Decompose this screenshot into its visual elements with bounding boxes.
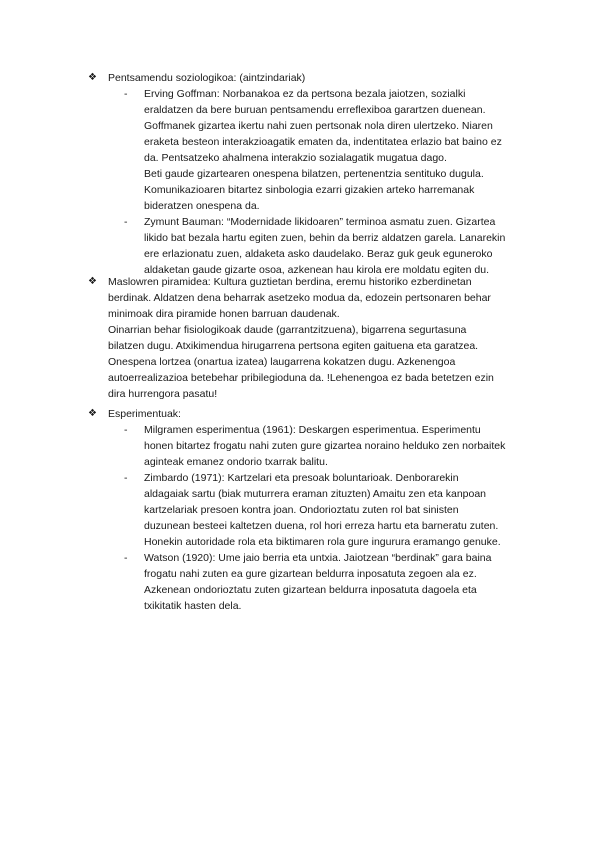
text-line: minimoak dira piramide honen barruan daudenak. xyxy=(108,308,340,320)
list-item-text xyxy=(144,550,491,614)
text-line: txikitatik hasten dela. xyxy=(144,600,242,612)
section-esperimentuak xyxy=(88,406,538,614)
text-line: Azkenean ondorioztatu zuten gizartean beldurra inposatuta dagoela eta xyxy=(144,584,477,596)
text-line: Erving Goffman: Norbanakoa ez da pertsona bezala jaiotzen, sozialki xyxy=(144,88,466,100)
text-line: ere erlazionatu zuen, aldaketa asko daudelako. Beraz guk geuk eguneroko xyxy=(144,248,493,260)
list-item-text xyxy=(144,86,502,214)
text-line: autoerrealizazioa betebehar pribilegioduna da. !Lehenengoa ez bada betetzen ezin xyxy=(108,372,494,384)
text-line: eraldatzen da bere buruan pentsamendu erreflexiboa garartzen duenean. xyxy=(144,104,486,116)
list-item-bauman xyxy=(124,214,538,278)
diamond-bullet-icon: ❖ xyxy=(88,408,97,419)
text-line: aldaketan gaude gizarte osoa, azkenean hau kirola ere moldatu egiten du. xyxy=(144,264,489,276)
section-heading-row xyxy=(88,70,538,86)
text-line: frogatu nahi zuten ea gure gizartean beldurra inposatuta zegoen ala ez. xyxy=(144,568,477,580)
section-paragraph-row xyxy=(88,274,538,402)
text-line: likido bat bezala hartu egiten zuen, behin da berriz aldatzen garela. Lanarekin xyxy=(144,232,506,244)
text-line: Honekin autoridade rola eta biktimaren rola gure ingurura eramango genuke. xyxy=(144,536,501,548)
text-line: bideratzen onespena da. xyxy=(144,200,260,212)
text-line: berdinak. Aldatzen dena beharrak asetzeko modua da, edozein pertsonaren behar xyxy=(108,292,491,304)
text-line: Onespena lortzea (onartua izatea) laugarrena kokatzen dugu. Azkenengoa xyxy=(108,356,456,368)
dash-marker: - xyxy=(124,424,128,436)
section-paragraph xyxy=(108,274,494,402)
section-pentsamendu xyxy=(88,70,538,278)
text-line: aginteak emanez ondorio txarrak balitu. xyxy=(144,456,328,468)
text-line: kartzelariak presoen kontra joan. Ondorioztatu zuten rol bat sinisten xyxy=(144,504,459,516)
section-heading-row xyxy=(88,406,538,422)
section-maslow xyxy=(88,274,538,402)
dash-marker: - xyxy=(124,552,128,564)
dash-marker: - xyxy=(124,472,128,484)
text-line: Watson (1920): Ume jaio berria eta untxia. Jaiotzean “berdinak” gara baina xyxy=(144,552,492,564)
list-item-text xyxy=(144,470,501,550)
text-line: duzunean besteei kaltetzen duena, rol hori erreza hartu eta barneratu zuten. xyxy=(144,520,499,532)
dash-marker: - xyxy=(124,216,128,228)
text-line: Milgramen esperimentua (1961): Deskargen esperimentua. Esperimentu xyxy=(144,424,481,436)
text-line: Maslowren piramidea: Kultura guztietan berdina, eremu historiko ezberdinetan xyxy=(108,276,472,288)
text-line: bilatzen dugu. Atxikimendua hirugarrena pertsona egiten gaituena eta garatzea. xyxy=(108,340,479,352)
text-line: Zymunt Bauman: “Modernidade likidoaren” terminoa asmatu zuen. Gizartea xyxy=(144,216,496,228)
text-line: Beti gaude gizartearen onespena bilatzen, pertenentzia sentituko dugula. xyxy=(144,168,484,180)
text-line: da. Pentsatzeko ahalmena interakzio sozialagatik mugatua dago. xyxy=(144,152,447,164)
text-line: Komunikazioaren bitartez sinbologia ezarri gizakien arteko harremanak xyxy=(144,184,475,196)
text-line: Zimbardo (1971): Kartzelari eta presoak boluntarioak. Denborarekin xyxy=(144,472,459,484)
text-line: dira hurrengora pasatu! xyxy=(108,388,218,400)
text-line: Oinarrian behar fisiologikoak daude (garrantzitzuena), bigarrena segurtasuna xyxy=(108,324,467,336)
text-line: honen bitartez frogatu nahi zuten gure gizartea noraino helduko zen norbaitek xyxy=(144,440,506,452)
section-heading: Esperimentuak: xyxy=(108,408,181,420)
diamond-bullet-icon: ❖ xyxy=(88,72,97,83)
section-heading: Pentsamendu soziologikoa: (aintzindariak) xyxy=(108,72,306,84)
list-item-goffman xyxy=(124,86,538,214)
list-item-text xyxy=(144,214,505,278)
dash-marker: - xyxy=(124,88,128,100)
list-item-watson xyxy=(124,550,538,614)
text-line: Goffmanek gizartea ikertu nahi zuen pertsonak nola diren ulertzeko. Niaren xyxy=(144,120,493,132)
list-item-zimbardo xyxy=(124,470,538,550)
diamond-bullet-icon: ❖ xyxy=(88,276,97,287)
text-line: eraketa besteon interakzioagatik ematen da, indentitatea erlazio bat baino ez xyxy=(144,136,502,148)
list-item-milgram xyxy=(124,422,538,470)
text-line: aldagaiak sartu (biak muturrera eraman zituzten) Amaitu zen eta kanpoan xyxy=(144,488,487,500)
list-item-text xyxy=(144,422,505,470)
